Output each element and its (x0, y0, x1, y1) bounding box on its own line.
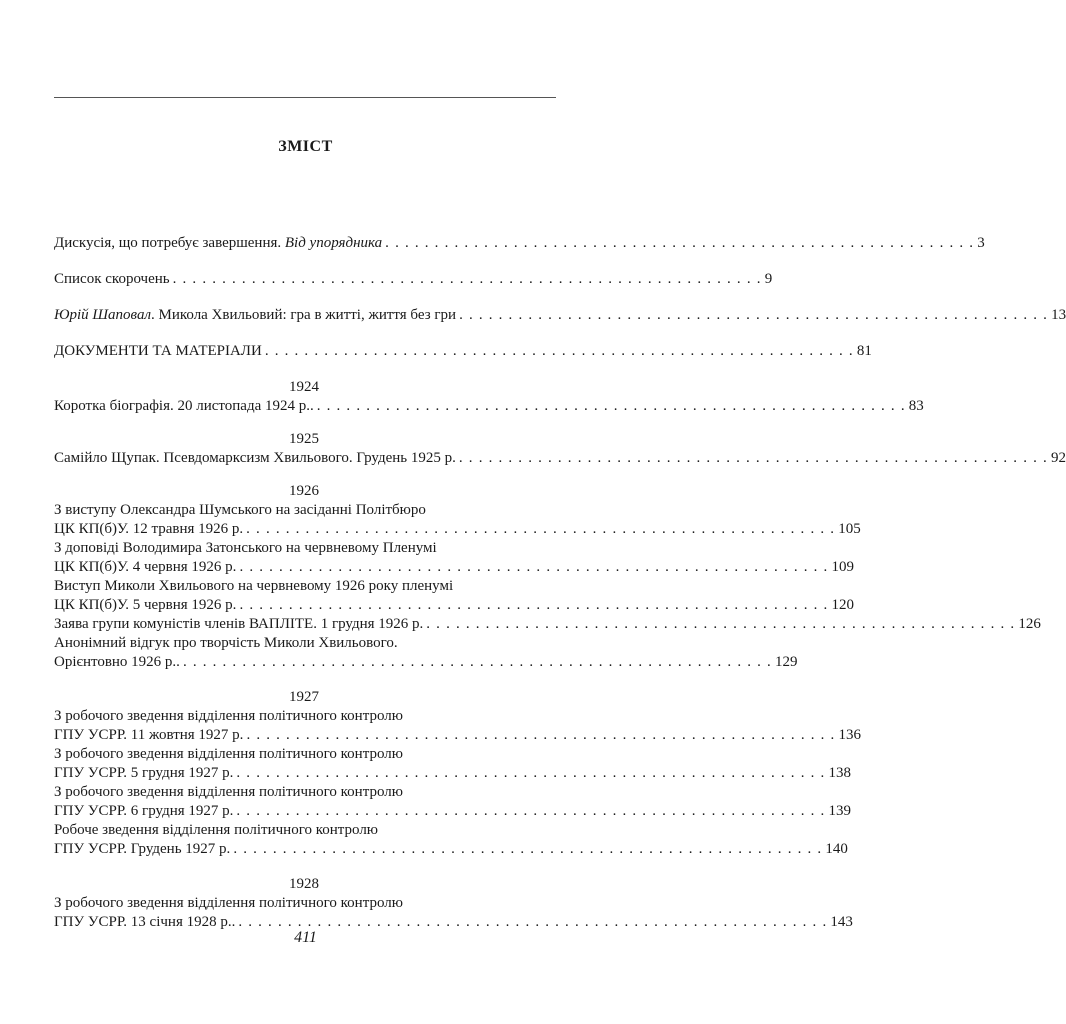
toc-page-number: 139 (828, 803, 851, 819)
toc-entry-text: ГПУ УСРР. 11 жовтня 1927 р. (54, 727, 244, 743)
leader-dots: . . . . . . . . . . . . . . . . . . . . . . . . . . . . . . . . . . . . . . . . . . . . . . . . . . . . . . . . . . . . (236, 765, 826, 781)
leader-dots: . . . . . . . . . . . . . . . . . . . . . . . . . . . . . . . . . . . . . . . . . . . . . . . . . . . . . . . . . . . . (316, 398, 906, 414)
leader-dots: . . . . . . . . . . . . . . . . . . . . . . . . . . . . . . . . . . . . . . . . . . . . . . . . . . . . . . . . . . . . (426, 616, 1016, 632)
toc-entry (54, 306, 1066, 325)
toc-entry-text: ГПУ УСРР. 5 грудня 1927 р. (54, 765, 234, 781)
toc-entry-text: Орієнтовно 1926 р.. (54, 654, 180, 670)
leader-dots: . . . . . . . . . . . . . . . . . . . . . . . . . . . . . . . . . . . . . . . . . . . . . . . . . . . . . . . . . . . . (246, 521, 836, 537)
toc-entry-text: ЦК КП(б)У. 12 травня 1926 р. (54, 521, 244, 537)
header-rule (54, 97, 556, 98)
toc-page-number: 83 (908, 398, 924, 414)
table-of-contents (54, 234, 1066, 932)
toc-page-number: 120 (831, 597, 854, 613)
toc-entry-text: ГПУ УСРР. Грудень 1927 р. (54, 841, 231, 857)
toc-entry-text: Коротка біографія. 20 листопада 1924 р.. (54, 398, 314, 414)
toc-entry-text: ДОКУМЕНТИ ТА МАТЕРІАЛИ (54, 343, 262, 359)
toc-page-number: 136 (838, 727, 861, 743)
toc-entry-author: Від упорядника (284, 235, 383, 251)
toc-entry-line: З робочого зведення відділення політичного контролю (54, 746, 403, 762)
toc-page-number: 143 (830, 914, 853, 930)
leader-dots: . . . . . . . . . . . . . . . . . . . . . . . . . . . . . . . . . . . . . . . . . . . . . . . . . . . . . . . . . . . . (239, 597, 829, 613)
toc-entry (54, 449, 1066, 468)
page-title: ЗМІСТ (278, 138, 333, 155)
toc-entry-line: З робочого зведення відділення політичного контролю (54, 708, 403, 724)
toc-entry (54, 726, 861, 745)
leader-dots: . . . . . . . . . . . . . . . . . . . . . . . . . . . . . . . . . . . . . . . . . . . . . . . . . . . . . . . . . . . . (236, 803, 826, 819)
toc-entry (54, 558, 854, 577)
toc-page-number: 3 (977, 235, 985, 251)
toc-entry-line: З робочого зведення відділення політичного контролю (54, 784, 403, 800)
leader-dots: . . . . . . . . . . . . . . . . . . . . . . . . . . . . . . . . . . . . . . . . . . . . . . . . . . . . . . . . . . . . (385, 235, 975, 251)
toc-entry (54, 342, 872, 361)
toc-entry-text: ЦК КП(б)У. 4 червня 1926 р. (54, 559, 237, 575)
toc-page-number: 105 (838, 521, 861, 537)
toc-entry-line: З доповіді Володимира Затонського на червневому Пленумі (54, 540, 437, 556)
toc-page-number: 13 (1051, 307, 1066, 323)
toc-entry-text: Дискусія, що потребує завершення. (54, 235, 285, 251)
toc-page-number: 9 (764, 271, 773, 287)
toc-entry (54, 520, 861, 539)
toc-entry-line: Анонімний відгук про творчість Миколи Хвильового. (54, 635, 398, 651)
toc-page-number: 126 (1018, 616, 1041, 632)
toc-entry (54, 764, 851, 783)
toc-page-number: 109 (831, 559, 854, 575)
toc-page-number: 92 (1050, 450, 1066, 466)
toc-entry-line: Робоче зведення відділення політичного контролю (54, 822, 379, 838)
toc-entry (54, 615, 1041, 634)
toc-page-number: 138 (828, 765, 851, 781)
toc-entry-text: Список скорочень (54, 271, 170, 287)
toc-entry (54, 270, 773, 289)
leader-dots: . . . . . . . . . . . . . . . . . . . . . . . . . . . . . . . . . . . . . . . . . . . . . . . . . . . . . . . . . . . . (239, 559, 829, 575)
year-heading: 1927 (289, 689, 319, 705)
toc-entry-line: З робочого зведення відділення політичного контролю (54, 895, 403, 911)
toc-page-number: 140 (825, 841, 848, 857)
toc-entry-text: Заява групи комуністів членів ВАПЛІТЕ. 1 грудня 1926 р. (54, 616, 424, 632)
leader-dots: . . . . . . . . . . . . . . . . . . . . . . . . . . . . . . . . . . . . . . . . . . . . . . . . . . . . . . . . . . . . (246, 727, 836, 743)
toc-entry-author: Юрій Шаповал (54, 307, 151, 323)
toc-entry-text: . Микола Хвильовий: гра в житті, життя без гри (151, 307, 457, 323)
toc-entry (54, 802, 851, 821)
leader-dots: . . . . . . . . . . . . . . . . . . . . . . . . . . . . . . . . . . . . . . . . . . . . . . . . . . . . . . . . . . . . (172, 271, 762, 287)
leader-dots: . . . . . . . . . . . . . . . . . . . . . . . . . . . . . . . . . . . . . . . . . . . . . . . . . . . . . . . . . . . . (238, 914, 828, 930)
year-heading: 1924 (289, 379, 319, 395)
toc-page-number: 129 (775, 654, 798, 670)
toc-entry (54, 653, 798, 672)
toc-entry (54, 840, 848, 859)
toc-entry-text: Самійло Щупак. Псевдомарксизм Хвильового. Грудень 1925 р. (54, 450, 456, 466)
toc-entry-line: Виступ Миколи Хвильового на червневому 1926 року пленумі (54, 578, 454, 594)
toc-entry-text: ГПУ УСРР. 13 січня 1928 р.. (54, 914, 236, 930)
toc-entry (54, 397, 924, 416)
leader-dots: . . . . . . . . . . . . . . . . . . . . . . . . . . . . . . . . . . . . . . . . . . . . . . . . . . . . . . . . . . . . (458, 450, 1048, 466)
leader-dots: . . . . . . . . . . . . . . . . . . . . . . . . . . . . . . . . . . . . . . . . . . . . . . . . . . . . . . . . . . . . (182, 654, 772, 670)
leader-dots: . . . . . . . . . . . . . . . . . . . . . . . . . . . . . . . . . . . . . . . . . . . . . . . . . . . . . . . . . . . . (459, 307, 1049, 323)
toc-entry-text: ГПУ УСРР. 6 грудня 1927 р. (54, 803, 234, 819)
leader-dots: . . . . . . . . . . . . . . . . . . . . . . . . . . . . . . . . . . . . . . . . . . . . . . . . . . . . . . . . . . . . (264, 343, 854, 359)
toc-entry-text: ЦК КП(б)У. 5 червня 1926 р. (54, 597, 237, 613)
page-number: 411 (294, 929, 317, 946)
toc-entry (54, 234, 985, 253)
toc-page-number: 81 (856, 343, 872, 359)
toc-entry-line: З виступу Олександра Шумського на засіданні Політбюро (54, 502, 426, 518)
leader-dots: . . . . . . . . . . . . . . . . . . . . . . . . . . . . . . . . . . . . . . . . . . . . . . . . . . . . . . . . . . . . (233, 841, 823, 857)
year-heading: 1926 (289, 483, 319, 499)
toc-entry (54, 596, 854, 615)
year-heading: 1925 (289, 431, 319, 447)
year-heading: 1928 (289, 876, 319, 892)
